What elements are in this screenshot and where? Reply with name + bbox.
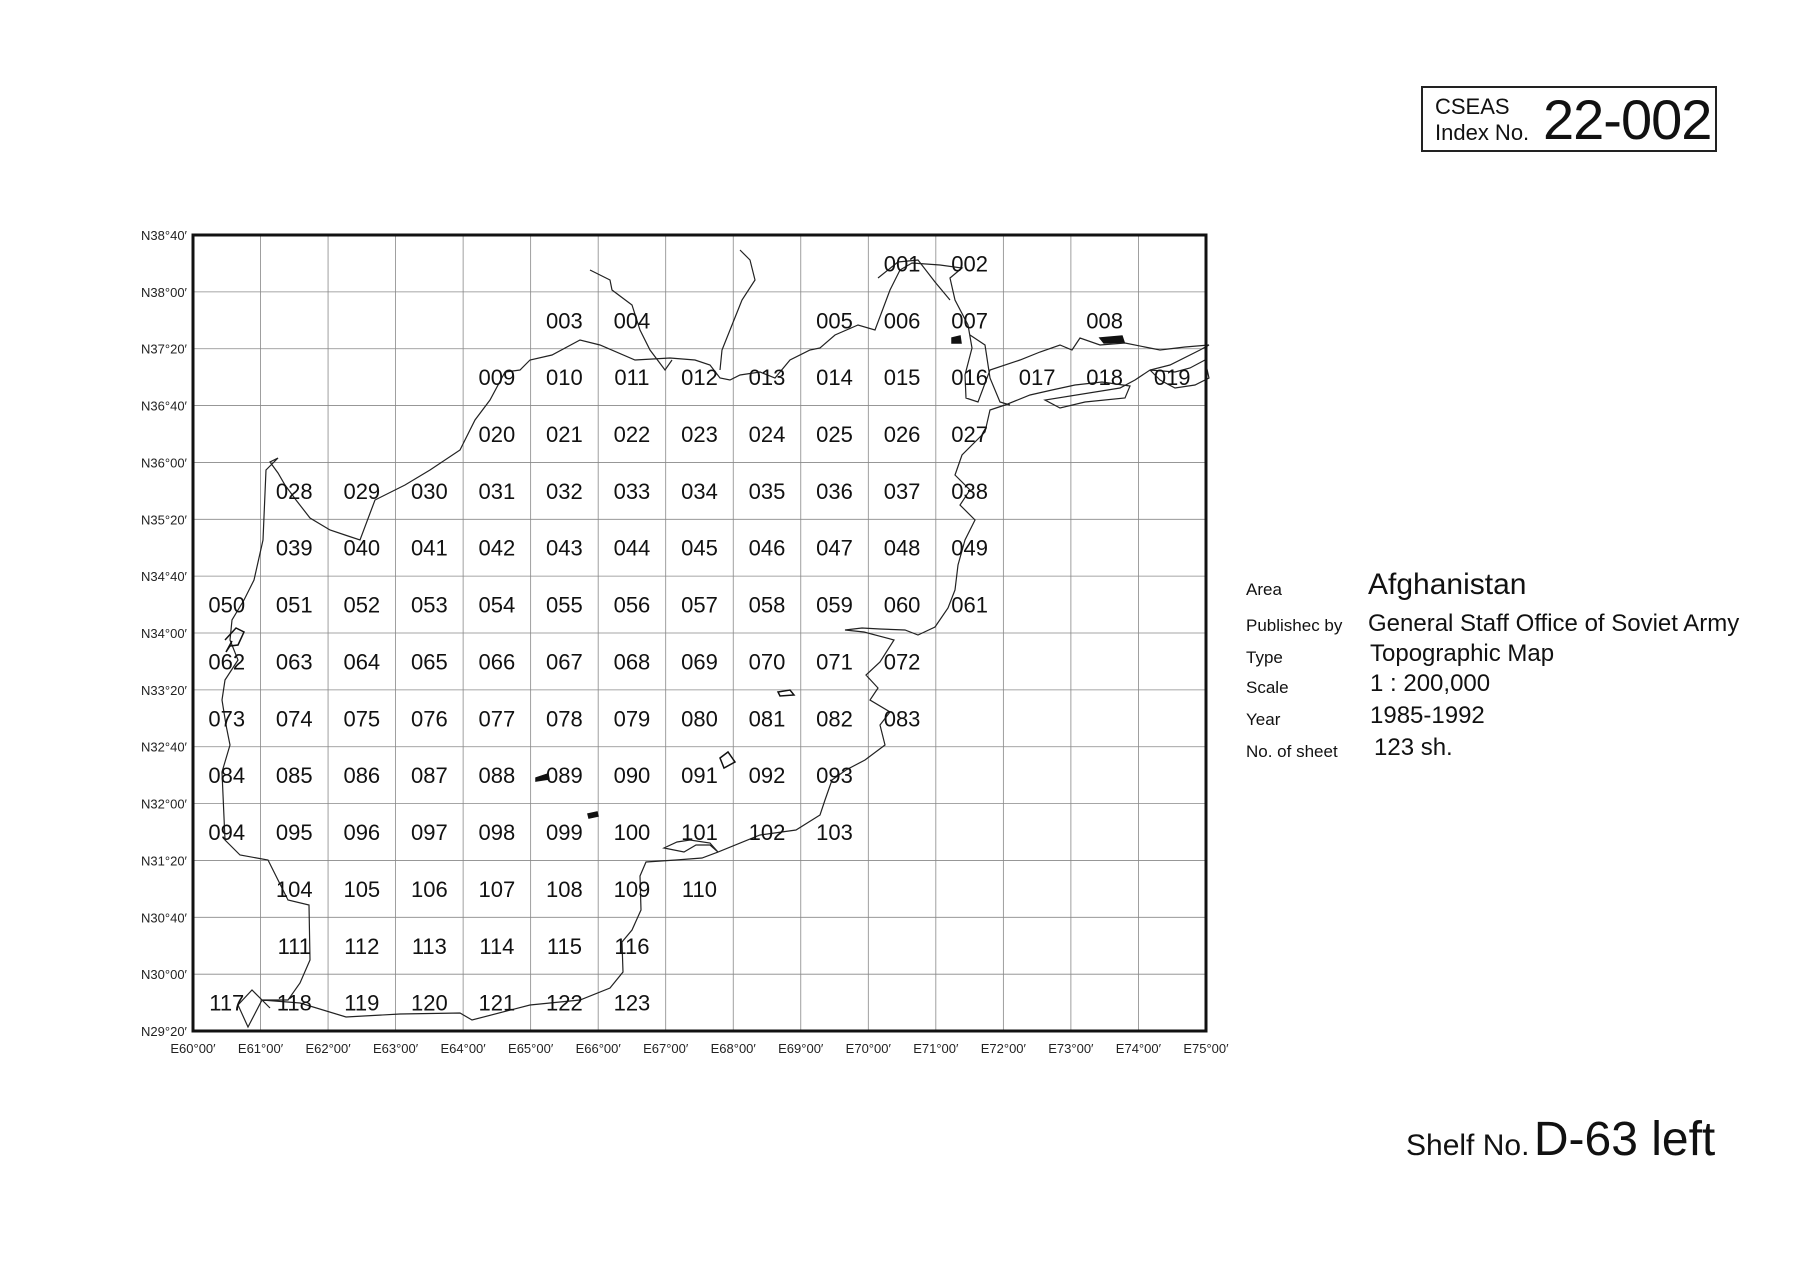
latitude-labels (141, 228, 188, 1039)
sheet-label-105: 105 (343, 876, 381, 902)
sheet-label-047: 047 (816, 535, 853, 561)
sheet-label-092: 092 (748, 763, 786, 789)
sheet-label-008: 008 (1086, 308, 1124, 334)
sheet-label-108: 108 (546, 876, 583, 902)
lake-marker-007 (952, 336, 961, 343)
sheet-label-023: 023 (681, 422, 718, 448)
shelf-prefix: Shelf No. (1406, 1129, 1530, 1162)
map-features (225, 336, 1124, 818)
sheet-label-110: 110 (681, 876, 718, 902)
sheet-label-058: 058 (748, 592, 786, 618)
sheet-label-100: 100 (613, 820, 651, 846)
sheet-label-114: 114 (479, 933, 515, 959)
sheet-label-061: 061 (951, 592, 988, 618)
sheet-label-122: 122 (546, 990, 583, 1016)
sheet-label-030: 030 (410, 478, 448, 504)
longitude-label: E74°00′ (1115, 1041, 1162, 1057)
index-org-label: CSEAS (1435, 94, 1510, 119)
publisher-key: Publishec by (1246, 616, 1343, 635)
sheet-label-074: 074 (275, 706, 313, 732)
sheet-label-111: 111 (277, 933, 312, 959)
sheet-label-113: 113 (411, 933, 447, 959)
sheet-label-091: 091 (681, 763, 718, 789)
longitude-label: E72°00′ (980, 1041, 1026, 1057)
sheet-label-029: 029 (343, 478, 381, 504)
sheet-label-053: 053 (410, 592, 448, 618)
sheet-label-019: 019 (1153, 365, 1191, 391)
sheet-label-026: 026 (883, 422, 921, 448)
sheet-label-031: 031 (478, 478, 516, 504)
sheet-label-022: 022 (613, 422, 651, 448)
sheet-label-042: 042 (478, 535, 516, 561)
latitude-label: N34°40′ (141, 569, 187, 585)
latitude-label: N38°00′ (141, 284, 187, 300)
sheet-label-077: 077 (478, 706, 516, 732)
publisher-value: General Staff Office of Soviet Army (1368, 610, 1740, 637)
sheet-label-059: 059 (816, 592, 853, 618)
sheet-label-117: 117 (209, 990, 245, 1016)
sheet-label-075: 075 (343, 706, 381, 732)
sheet-label-037: 037 (883, 478, 921, 504)
sheet-label-024: 024 (748, 422, 786, 448)
sheet-label-039: 039 (275, 535, 313, 561)
sheet-label-040: 040 (343, 535, 381, 561)
sheet-label-056: 056 (613, 592, 651, 618)
lake-marker-081 (778, 690, 794, 696)
latitude-label: N32°00′ (141, 796, 187, 812)
sheet-label-083: 083 (883, 706, 921, 732)
lake-marker-062 (225, 628, 244, 652)
sheet-label-021: 021 (546, 422, 583, 448)
sheet-label-071: 071 (816, 649, 853, 675)
longitude-label: E62°00′ (305, 1041, 351, 1057)
sheet-label-076: 076 (410, 706, 448, 732)
sheet-label-004: 004 (613, 308, 651, 334)
sheet-label-104: 104 (275, 876, 313, 902)
sheet-label-014: 014 (816, 365, 853, 391)
latitude-label: N37°20′ (141, 341, 187, 357)
sheet-label-080: 080 (681, 706, 718, 732)
area-key: Area (1246, 580, 1282, 599)
sheet-number-labels (208, 251, 1190, 1015)
sheet-label-016: 016 (951, 365, 988, 391)
index-no-label: Index No. (1435, 120, 1530, 145)
sheet-label-001: 001 (883, 251, 921, 277)
sheet-label-067: 067 (546, 649, 583, 675)
longitude-label: E64°00′ (440, 1041, 486, 1057)
sheet-label-050: 050 (208, 592, 246, 618)
lake-marker-099 (588, 812, 598, 818)
sheet-label-068: 068 (613, 649, 651, 675)
longitude-label: E69°00′ (778, 1041, 824, 1057)
latitude-label: N30°40′ (141, 910, 187, 926)
lake-marker-008 (1100, 336, 1124, 343)
longitude-labels (170, 1041, 1229, 1056)
sheet-label-069: 069 (681, 649, 718, 675)
sheet-label-025: 025 (816, 422, 853, 448)
sheet-label-010: 010 (546, 365, 583, 391)
sheet-label-084: 084 (208, 763, 246, 789)
sheet-label-119: 119 (344, 990, 380, 1016)
sheet-label-094: 094 (208, 820, 246, 846)
latitude-label: N30°00′ (141, 967, 187, 983)
latitude-label: N34°00′ (141, 626, 187, 642)
sheet-label-106: 106 (410, 876, 448, 902)
latitude-label: N31°20′ (141, 853, 187, 869)
sheet-label-123: 123 (613, 990, 651, 1016)
type-key: Type (1246, 648, 1283, 667)
sheet-label-118: 118 (276, 990, 312, 1016)
sheet-label-054: 054 (478, 592, 516, 618)
sheet-label-112: 112 (344, 933, 380, 959)
latitude-label: N36°00′ (141, 455, 187, 471)
sheet-label-043: 043 (546, 535, 583, 561)
shelf-value: D-63 left (1533, 1113, 1716, 1166)
sheet-label-065: 065 (410, 649, 448, 675)
index-number: 22-002 (1543, 88, 1712, 151)
longitude-label: E68°00′ (710, 1041, 756, 1057)
longitude-label: E60°00′ (170, 1041, 216, 1057)
sheet-label-002: 002 (951, 251, 988, 277)
scale-value: 1 : 200,000 (1370, 670, 1491, 697)
lake-marker-091 (720, 752, 735, 768)
sheet-label-015: 015 (883, 365, 921, 391)
sheets-value: 123 sh. (1374, 734, 1453, 761)
sheet-label-086: 086 (343, 763, 381, 789)
sheet-label-013: 013 (748, 365, 786, 391)
scale-key: Scale (1246, 678, 1289, 697)
sheet-label-109: 109 (613, 876, 651, 902)
sheet-label-101: 101 (681, 820, 718, 846)
sheet-label-097: 097 (410, 820, 448, 846)
sheet-label-079: 079 (613, 706, 651, 732)
sheet-label-034: 034 (681, 478, 718, 504)
sheets-key: No. of sheet (1246, 742, 1338, 761)
longitude-label: E66°00′ (575, 1041, 621, 1057)
sheet-label-044: 044 (613, 535, 651, 561)
sheet-label-115: 115 (546, 933, 582, 959)
shelf-number (1406, 1112, 1715, 1167)
sheet-label-090: 090 (613, 763, 651, 789)
longitude-label: E65°00′ (508, 1041, 554, 1057)
sheet-label-081: 081 (748, 706, 786, 732)
sheet-label-003: 003 (546, 308, 583, 334)
sheet-label-009: 009 (478, 365, 516, 391)
sheet-label-020: 020 (478, 422, 516, 448)
type-value: Topographic Map (1370, 640, 1555, 667)
sheet-label-099: 099 (546, 820, 583, 846)
year-value: 1985-1992 (1370, 702, 1485, 729)
longitude-label: E61°00′ (237, 1041, 284, 1057)
sheet-label-066: 066 (478, 649, 516, 675)
sheet-label-098: 098 (478, 820, 516, 846)
sheet-label-102: 102 (748, 820, 786, 846)
latitude-label: N32°40′ (141, 739, 187, 755)
sheet-label-103: 103 (816, 820, 853, 846)
sheet-label-093: 093 (816, 763, 853, 789)
sheet-label-089: 089 (546, 763, 583, 789)
map-grid (193, 235, 1206, 1031)
sheet-label-017: 017 (1018, 365, 1056, 391)
latitude-label: N33°20′ (141, 682, 187, 698)
sheet-label-055: 055 (546, 592, 583, 618)
sheet-label-027: 027 (951, 422, 988, 448)
sheet-label-082: 082 (816, 706, 853, 732)
sheet-label-035: 035 (748, 478, 786, 504)
longitude-label: E71°00′ (913, 1041, 959, 1057)
sheet-label-041: 041 (410, 535, 448, 561)
sheet-label-052: 052 (343, 592, 381, 618)
sheet-label-116: 116 (614, 933, 650, 959)
longitude-label: E75°00′ (1183, 1041, 1229, 1057)
longitude-label: E67°00′ (643, 1041, 689, 1057)
longitude-label: E73°00′ (1048, 1041, 1094, 1057)
sheet-label-107: 107 (478, 876, 516, 902)
longitude-label: E70°00′ (845, 1041, 891, 1057)
year-key: Year (1246, 710, 1281, 729)
sheet-label-120: 120 (410, 990, 448, 1016)
sheet-label-051: 051 (275, 592, 313, 618)
sheet-label-072: 072 (883, 649, 921, 675)
sheet-label-033: 033 (613, 478, 651, 504)
longitude-label: E63°00′ (372, 1041, 419, 1057)
sheet-label-038: 038 (951, 478, 988, 504)
sheet-label-049: 049 (951, 535, 988, 561)
sheet-label-028: 028 (275, 478, 313, 504)
sheet-label-036: 036 (816, 478, 853, 504)
sheet-label-087: 087 (410, 763, 448, 789)
sheet-label-121: 121 (478, 990, 516, 1016)
sheet-label-095: 095 (275, 820, 313, 846)
sheet-label-032: 032 (546, 478, 583, 504)
sheet-label-057: 057 (681, 592, 718, 618)
sheet-label-018: 018 (1086, 365, 1124, 391)
area-value: Afghanistan (1368, 568, 1527, 601)
sheet-label-048: 048 (883, 535, 921, 561)
sheet-label-063: 063 (275, 649, 313, 675)
vakhsh-river (720, 250, 755, 370)
sheet-label-011: 011 (614, 365, 650, 391)
sheet-label-078: 078 (546, 706, 583, 732)
sheet-label-064: 064 (343, 649, 381, 675)
latitude-label: N36°40′ (141, 398, 187, 414)
sheet-label-012: 012 (681, 365, 718, 391)
sheet-label-046: 046 (748, 535, 786, 561)
latitude-label: N38°40′ (141, 228, 187, 243)
sheet-label-006: 006 (883, 308, 921, 334)
sheet-label-096: 096 (343, 820, 381, 846)
sheet-label-045: 045 (681, 535, 718, 561)
sheet-label-073: 073 (208, 706, 246, 732)
sheet-label-085: 085 (275, 763, 313, 789)
sheet-label-060: 060 (883, 592, 921, 618)
sheet-label-005: 005 (816, 308, 853, 334)
sheet-label-062: 062 (208, 649, 246, 675)
latitude-label: N29°20′ (141, 1024, 187, 1040)
latitude-label: N35°20′ (141, 512, 187, 528)
sheet-label-088: 088 (478, 763, 516, 789)
sheet-label-070: 070 (748, 649, 786, 675)
sheet-label-007: 007 (951, 308, 988, 334)
